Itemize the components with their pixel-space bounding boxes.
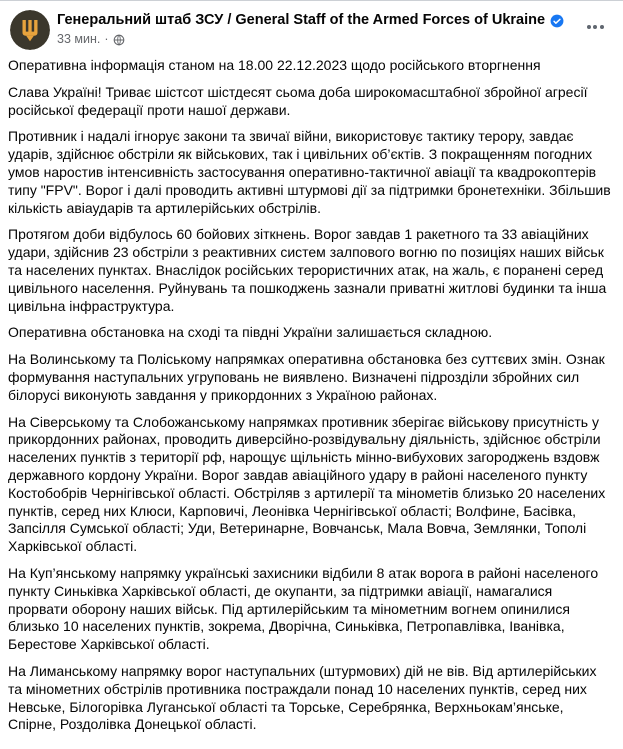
post-text bbox=[0, 52, 623, 744]
verified-badge-icon bbox=[550, 14, 564, 28]
post-meta bbox=[57, 31, 611, 47]
page-name-link[interactable]: Генеральний штаб ЗСУ / General Staff of the Armed Forces of Ukraine bbox=[57, 12, 546, 28]
post-paragraph: Противник і надалі ігнорує закони та звичаї війни, використовує тактику терору, завдає ударів, здійснює обстріли як військових, так і цивільних об’єктів. З покращенням погодних умов наростив інтенсивність застосування оперативно-тактичної авіації та квадрокоптерів типу "FPV". Ворог і далі проводить активні штурмові дії за підтримки бронетехніки. Збільшив кількість авіаударів та артилерійських обстрілів. bbox=[8, 128, 615, 216]
meta-separator: · bbox=[104, 32, 109, 46]
post-paragraph: Оперативна інформація станом на 18.00 22.12.2023 щодо російського вторгнення bbox=[8, 57, 541, 73]
ukraine-trident-emblem-icon bbox=[10, 10, 50, 50]
post-paragraph: Слава Україні! Триває шістсот шістдесят сьома доба широкомасштабної збройної агресії російської федерації проти нашої держави. bbox=[8, 83, 592, 118]
more-options-icon bbox=[587, 25, 591, 29]
post-paragraph: Оперативна обстановка на сході та півдні України залишається складною. bbox=[8, 324, 493, 341]
post-paragraph: На Куп’янському напрямку українські захисники відбили 8 атак ворога в районі населеного пункту Синьківка Харківської області, де окупанти, за підтримки авіації, намагалися прорвати оборону наших військ. Під артилерійським та мінометним вогнем опинилися близько 10 населених пунктів, зокрема, Дворічна, Синьківка, Петропавлівка, Іванівка, Берестове Харківської області. bbox=[8, 564, 603, 653]
post-paragraph: На Сіверському та Слобожанському напрямках противник зберігає військову присутність у прикордонних районах, проводить диверсійно-розвідувальну діяльність, здійснює обстріли населених пунктів з території рф, нарощує щільність мінно-вибухових загороджень вздовж державного кордону України. Ворог завдав авіаційного удару в районі населеного пункту Костобобрів Чернігівської області. Обстріляв з артилерії та мінометів близько 20 населених пунктів, серед них Клюси, Карповичі, Леонівка Чернігівської області; Волфине, Басівка, Запсілля Сумської області; Уди, Ветеринарне, Вовчанськ, Мала Вовча, Землянки, Тополі Харківської області. bbox=[8, 413, 610, 555]
post-paragraph: На Лиманському напрямку ворог наступальних (штурмових) дій не вів. Від артилерійських та мінометних обстрілів противника постраждали понад 10 населених пунктів, серед них Невське, Білогорівка Луганської області та Торське, Серебрянка, Верхньокам’янське, Спірне, Роздолівка Донецької області. bbox=[8, 662, 601, 733]
header-info bbox=[57, 10, 611, 47]
page-avatar[interactable] bbox=[10, 10, 50, 50]
globe-public-icon bbox=[113, 34, 125, 46]
more-options-button[interactable] bbox=[581, 15, 609, 39]
name-row bbox=[57, 11, 611, 30]
post-paragraph: Протягом доби відбулось 60 бойових зіткнень. Ворог завдав 1 ракетного та 33 авіаційних удари, здійснив 23 обстріли з реактивних систем залпового вогню по позиціях наших військ та населених пунктах. Внаслідок російських терористичних атак, на жаль, є поранені серед цивільного населення. Руйнувань та пошкоджень зазнали приватні житлові будинки та інша цивільна інфраструктура. bbox=[8, 226, 611, 314]
post-header bbox=[0, 1, 623, 52]
post-timestamp[interactable]: 33 мин. bbox=[57, 32, 101, 46]
post-paragraph: На Волинському та Поліському напрямках оперативна обстановка без суттєвих змін. Ознак формування наступальних угруповань не виявлено. Визначені підрозділи збройних сил білорусі виконують завдання у прикордонних з Україною районах. bbox=[8, 351, 609, 403]
